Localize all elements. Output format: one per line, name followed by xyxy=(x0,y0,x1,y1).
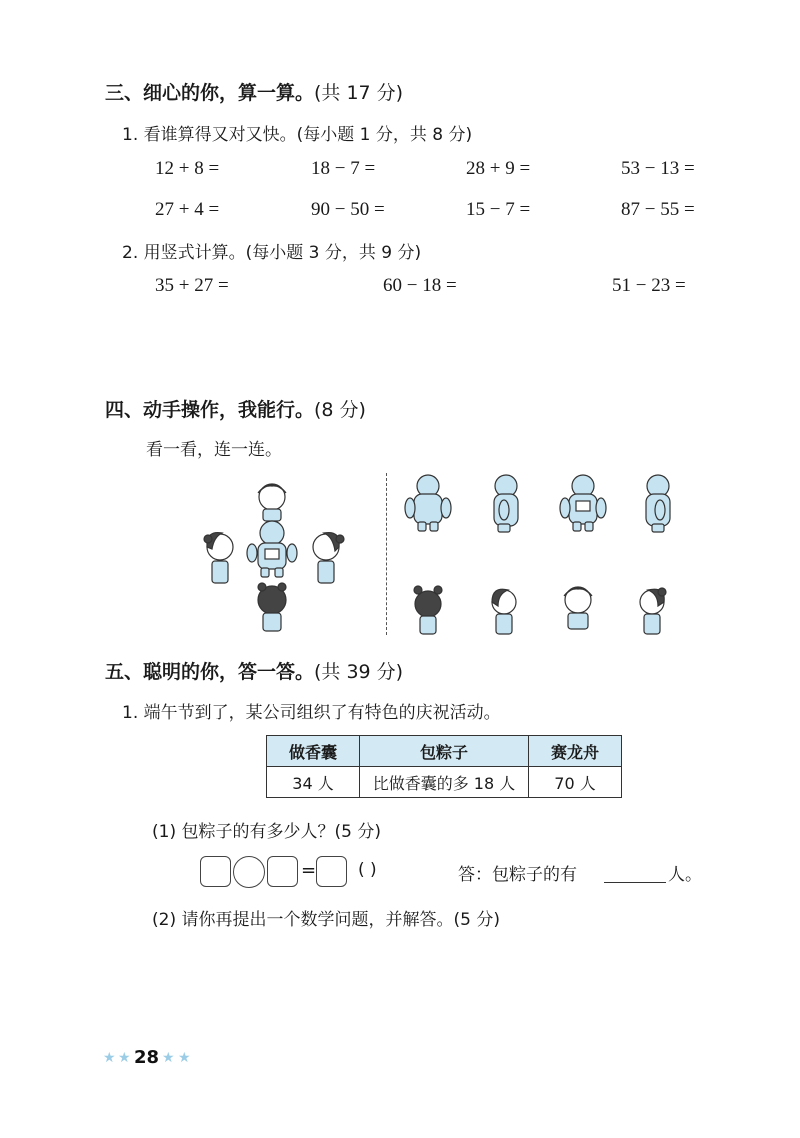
answer-box[interactable] xyxy=(267,856,298,887)
children-group-illustration xyxy=(200,475,360,635)
section4-instruction: 看一看，连一连。 xyxy=(146,440,282,460)
calc-item: 15 − 7 = xyxy=(466,199,531,220)
boy-figure xyxy=(258,484,286,521)
calc-item: 18 − 7 = xyxy=(311,158,376,179)
girl-figure-back xyxy=(258,583,286,631)
girl-figure-right xyxy=(313,533,344,583)
star-icon: ★ xyxy=(118,1050,131,1066)
children-views-row xyxy=(400,578,700,640)
table-header: 包粽子 xyxy=(360,736,529,767)
section5-title: 五、聪明的你，答一答。(共 39 分) xyxy=(105,661,404,683)
robot-back-view xyxy=(405,475,451,531)
star-icon: ★ xyxy=(178,1050,191,1066)
table-row xyxy=(267,767,622,798)
answer-blank[interactable] xyxy=(604,881,666,883)
vertical-calc-item: 60 − 18 = xyxy=(383,275,457,296)
robot-side-view-left xyxy=(494,475,518,532)
vertical-calc-item: 51 − 23 = xyxy=(612,275,686,296)
section3-title: 三、细心的你，算一算。(共 17 分) xyxy=(105,82,404,104)
robot-figure xyxy=(247,521,297,577)
calc-item: 90 − 50 = xyxy=(311,199,385,220)
calc-item: 12 + 8 = xyxy=(155,158,220,179)
girl-figure-left xyxy=(204,533,233,583)
star-icon: ★ xyxy=(103,1050,116,1066)
table-cell: 70 人 xyxy=(529,767,622,798)
robot-side-view-right xyxy=(646,475,670,532)
section3-q2-title: 2. 用竖式计算。(每小题 3 分，共 9 分) xyxy=(122,243,422,263)
result-box[interactable] xyxy=(316,856,347,887)
table-header: 赛龙舟 xyxy=(529,736,622,767)
divider-dashed-line xyxy=(386,473,387,635)
girl-side-view xyxy=(492,589,516,634)
calc-item: 28 + 9 = xyxy=(466,158,531,179)
table-cell: 34 人 xyxy=(267,767,360,798)
answer-box[interactable] xyxy=(200,856,231,887)
unit-parentheses[interactable]: ( ) xyxy=(358,860,377,880)
section3-q1-title: 1. 看谁算得又对又快。(每小题 1 分，共 8 分) xyxy=(122,125,473,145)
table-cell: 比做香囊的多 18 人 xyxy=(360,767,529,798)
equals-sign: = xyxy=(301,860,317,881)
girl-back-view xyxy=(414,586,442,634)
section5-q1-text: 1. 端午节到了，某公司组织了有特色的庆祝活动。 xyxy=(122,703,501,723)
vertical-calc-item: 35 + 27 = xyxy=(155,275,229,296)
star-icon: ★ xyxy=(162,1050,175,1066)
table-header: 做香囊 xyxy=(267,736,360,767)
girl-side-view-right xyxy=(640,588,666,634)
calc-item: 27 + 4 = xyxy=(155,199,220,220)
boy-front-view xyxy=(564,587,592,629)
calc-item: 87 − 55 = xyxy=(621,199,695,220)
page-number: 28 xyxy=(134,1047,160,1068)
calc-item: 53 − 13 = xyxy=(621,158,695,179)
robot-views-row xyxy=(400,470,700,545)
section4-title: 四、动手操作，我能行。(8 分) xyxy=(105,399,366,421)
table-header-row xyxy=(267,736,622,767)
sub-question-2: (2) 请你再提出一个数学问题，并解答。(5 分) xyxy=(152,910,500,930)
answer-suffix: 人。 xyxy=(668,865,702,885)
operator-circle[interactable] xyxy=(233,856,265,888)
answer-prefix: 答：包粽子的有 xyxy=(458,865,577,885)
robot-front-view xyxy=(560,475,606,531)
sub-question-1: (1) 包粽子的有多少人？(5 分) xyxy=(152,822,381,842)
activity-table xyxy=(266,735,622,798)
